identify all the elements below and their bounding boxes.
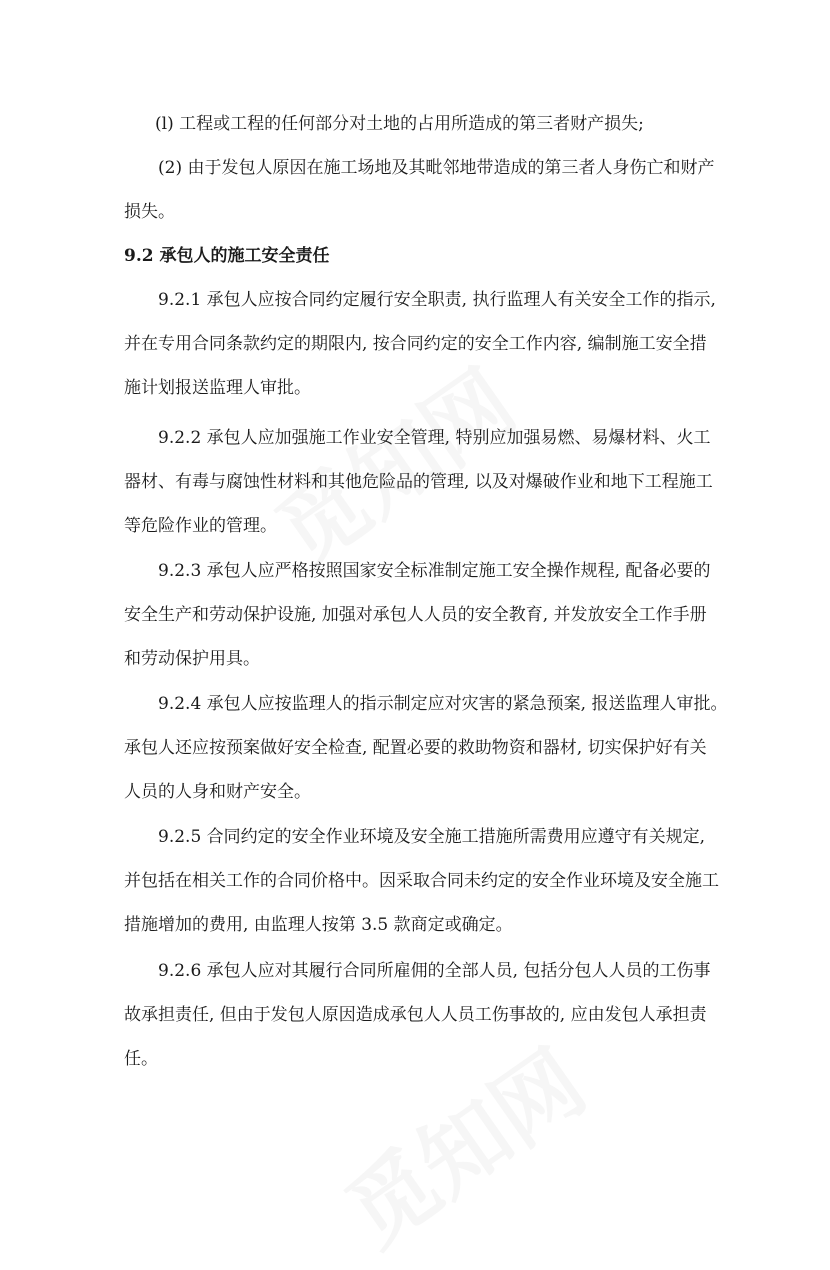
paragraph-line: 和劳动保护用具。 bbox=[124, 649, 260, 669]
paragraph-line: 承包人还应按预案做好安全检查, 配置必要的救助物资和器材, 切实保护好有关 bbox=[124, 738, 707, 758]
paragraph-line: 9.2.3 承包人应严格按照国家安全标准制定施工安全操作规程, 配备必要的 bbox=[158, 561, 711, 581]
paragraph-line: 9.2.1 承包人应按合同约定履行安全职责, 执行监理人有关安全工作的指示, bbox=[158, 290, 716, 310]
section-heading: 9.2 承包人的施工安全责任 bbox=[124, 246, 330, 266]
paragraph-line: 等危险作业的管理。 bbox=[124, 516, 277, 536]
paragraph-line: 9.2.2 承包人应加强施工作业安全管理, 特别应加强易燃、易爆材料、火工 bbox=[158, 428, 711, 448]
paragraph-line: 施计划报送监理人审批。 bbox=[124, 378, 311, 398]
paragraph-line: 安全生产和劳动保护设施, 加强对承包人人员的安全教育, 并发放安全工作手册 bbox=[124, 605, 707, 625]
paragraph-line: 9.2.5 合同约定的安全作业环境及安全施工措施所需费用应遵守有关规定, bbox=[158, 827, 706, 847]
paragraph-line: 措施增加的费用, 由监理人按第 3.5 款商定或确定。 bbox=[124, 915, 513, 935]
paragraph-line: 9.2.6 承包人应对其履行合同所雇佣的全部人员, 包括分包人人员的工伤事 bbox=[158, 961, 711, 981]
paragraph-line: 人员的人身和财产安全。 bbox=[124, 782, 311, 802]
paragraph-line: (2) 由于发包人原因在施工场地及其毗邻地带造成的第三者人身伤亡和财产 bbox=[158, 158, 715, 178]
paragraph-line: 9.2.4 承包人应按监理人的指示制定应对灾害的紧急预案, 报送监理人审批。 bbox=[158, 694, 728, 714]
watermark bbox=[248, 336, 537, 591]
paragraph-line: 故承担责任, 但由于发包人原因造成承包人人员工伤事故的, 应由发包人承担责 bbox=[124, 1005, 707, 1025]
paragraph-line: 器材、有毒与腐蚀性材料和其他危险品的管理, 以及对爆破作业和地下工程施工 bbox=[124, 472, 713, 492]
paragraph-line: 损失。 bbox=[124, 202, 175, 222]
paragraph-line: (l) 工程或工程的任何部分对土地的占用所造成的第三者财产损失; bbox=[155, 114, 644, 134]
paragraph-line: 任。 bbox=[124, 1049, 158, 1069]
paragraph-line: 并在专用合同条款约定的期限内, 按合同约定的安全工作内容, 编制施工安全措 bbox=[124, 334, 707, 354]
paragraph-line: 并包括在相关工作的合同价格中。因采取合同未约定的安全作业环境及安全施工 bbox=[124, 871, 719, 891]
